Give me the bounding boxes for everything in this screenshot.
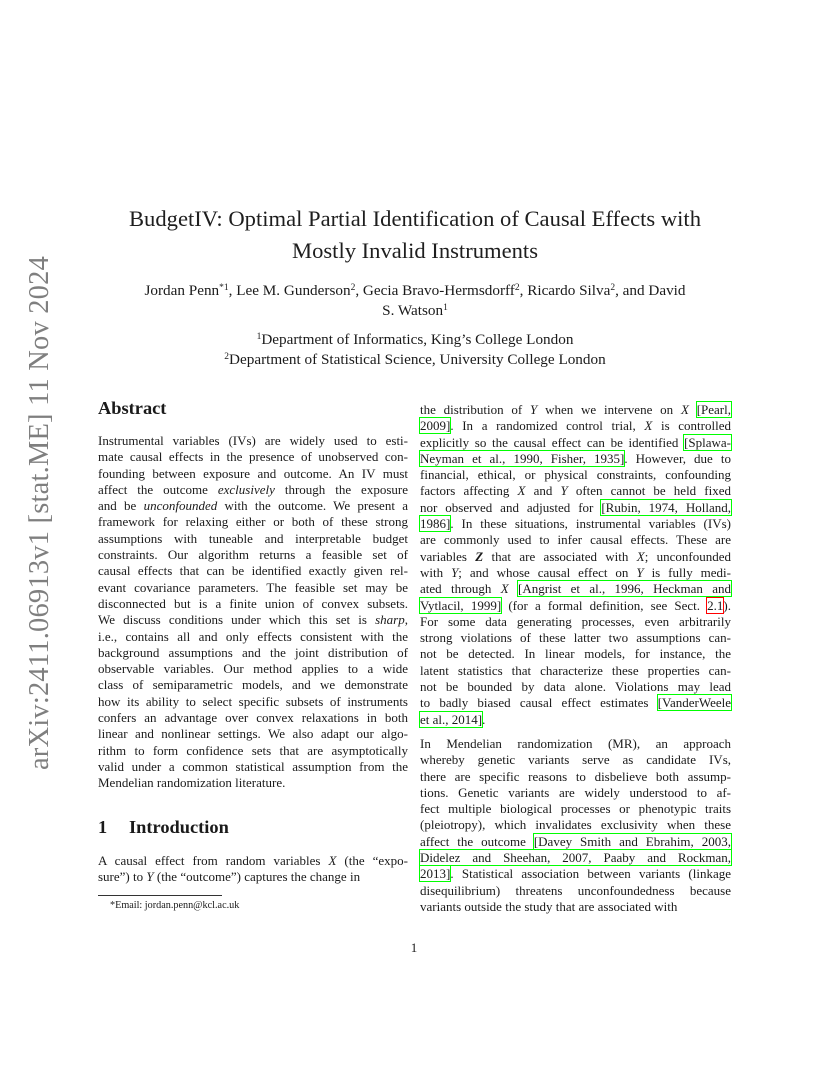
text-line: For some data generating processes, even arbitrarily: [420, 613, 731, 629]
author-name: Jordan Penn: [144, 282, 220, 299]
math-symbol: X: [500, 581, 509, 597]
footnote: *Email: jordan.penn@kcl.ac.uk: [110, 900, 240, 911]
paper-title: [100, 203, 730, 267]
text-line: A causal effect from random variables X (the “expo-: [98, 853, 408, 868]
affiliation-text: Department of Statistical Science, University College London: [229, 351, 606, 368]
title-line-1: BudgetIV: Optimal Partial Identification of Causal Effects with: [128, 206, 702, 231]
text-line: to badly biased causal effect estimates [VanderWeele: [420, 695, 731, 711]
section-ref-link[interactable]: 2.1: [707, 597, 724, 613]
affiliation-line: [100, 330, 730, 350]
section-heading-introduction: [98, 817, 229, 838]
text-line: et al., 2014].: [420, 711, 486, 727]
author-list: Jordan Penn$^{*1}$, Lee M. Gunderson$^2$, Gecia Bravo-Hermsdorff$^2$, Ricardo Silva$^2$, and David S. Watson$^1$: [144, 282, 686, 319]
text-line: 2013]. Statistical association between variants (linkage: [420, 866, 731, 882]
author-name: S. Watson: [382, 302, 444, 319]
text-line: framework for relaxing either or both of these strong: [98, 514, 408, 530]
text-line: not be bounded by data alone. Violations may lead: [420, 679, 731, 695]
title-line-2: Mostly Invalid Instruments: [291, 238, 538, 263]
math-symbol: X: [328, 853, 337, 868]
citation-link[interactable]: [Pearl,: [696, 402, 731, 417]
text-line: with Y; and whose causal effect on Y is fully medi-: [420, 564, 731, 580]
text-line: affect the outcome exclusively through the exposure: [98, 481, 408, 497]
author-mark: *1: [219, 283, 229, 293]
text-line: assumptions with tuneable and interpretable budget: [98, 530, 408, 546]
text-line: variables Z that are associated with X; unconfounded: [420, 548, 731, 564]
math-symbol: Y: [636, 564, 644, 580]
text-line: sure”) to Y (the “outcome”) captures the change in: [98, 869, 361, 885]
math-symbol: X: [680, 402, 689, 417]
math-symbol: Y: [146, 869, 154, 885]
abstract-body: [98, 433, 408, 792]
section-number: 1: [98, 817, 108, 837]
citation-link[interactable]: 1986]: [420, 516, 451, 532]
citation-link[interactable]: Vytlacil, 1999]: [420, 597, 502, 613]
math-symbol: unconfounded: [143, 498, 218, 514]
text-line: there are specific reasons to disbelieve both assump-: [420, 768, 731, 784]
text-line: causal effects that can be identified exactly given rel-: [98, 563, 408, 579]
text-line: nor observed and adjusted for [Rubin, 1974, Holland,: [420, 499, 731, 515]
math-symbol: sharp: [375, 612, 405, 628]
author-mark: 2: [610, 283, 616, 293]
page-number: 1: [410, 940, 418, 955]
text-line: and be unconfounded with the outcome. We present a: [98, 498, 408, 514]
text-line: We discuss conditions under which this set is sharp,: [98, 612, 408, 628]
author-name: Gecia Bravo-Hermsdorff: [362, 282, 515, 299]
citation-link[interactable]: [Splawa-: [684, 434, 731, 450]
text-line: affect the outcome [Davey Smith and Ebrahim, 2003,: [420, 833, 731, 849]
math-symbol: Y: [560, 483, 568, 499]
citation-link[interactable]: [VanderWeele: [657, 695, 731, 711]
text-line: Mendelian randomization literature.: [98, 775, 286, 791]
text-line: Neyman et al., 1990, Fisher, 1935]. However, due to: [420, 450, 731, 466]
citation-link[interactable]: [Rubin, 1974, Holland,: [601, 499, 731, 515]
text-line: not be detected. In linear models, for instance, the: [420, 646, 731, 662]
text-line: tions. Genetic variants are widely understood to af-: [420, 784, 731, 800]
math-symbol: X: [644, 418, 653, 434]
author-conj: and David: [622, 282, 686, 299]
affiliation-text: Department of Informatics, King’s College London: [261, 331, 574, 348]
author-mark: 2: [350, 283, 356, 293]
text-line: Instrumental variables (IVs) are widely used to esti-: [98, 433, 408, 448]
arxiv-identifier: arXiv:2411.06913v1 [stat.ME] 11 Nov 2024: [24, 255, 55, 771]
affiliations: [100, 330, 730, 370]
affiliation-line: [100, 350, 730, 370]
text-line: mate causal effects in the presence of unobserved con-: [98, 449, 408, 465]
text-line: how its ability to select specific subsets of instruments: [98, 693, 408, 709]
math-symbol: exclusively: [217, 481, 275, 497]
text-line: fect multiple biological processes or phenotypic traits: [420, 801, 731, 817]
affiliation-mark: 2: [224, 352, 230, 362]
text-line: (pleiotropy), which invalidates exclusivity when these: [420, 817, 731, 833]
author-mark: 1: [443, 303, 448, 313]
text-line: founding between exposure and outcome. An IV must: [98, 465, 408, 481]
text-line: 1986]. In these situations, instrumental variables (IVs): [420, 516, 731, 532]
math-vector-symbol: Z: [475, 548, 484, 564]
introduction-body: [98, 853, 408, 886]
text-line: ated through X [Angrist et al., 1996, Heckman and: [420, 581, 732, 597]
text-line: evant covariance parameters. The feasible set may be: [98, 579, 408, 595]
text-line: 2009]. In a randomized control trial, X is controlled: [420, 418, 731, 434]
citation-link[interactable]: Didelez and Sheehan, 2007, Paaby and Rockman,: [420, 850, 731, 866]
text-line: i.e., contains all and only effects consistent with the: [98, 628, 408, 644]
section-title: Introduction: [129, 817, 229, 837]
affiliation-mark: 1: [256, 332, 262, 342]
text-line: confers an advantage over convex relaxations in both: [98, 710, 408, 726]
footnote-rule: [98, 895, 222, 896]
text-line: whereby genetic variants serve as candidate IVs,: [420, 752, 731, 768]
text-line: variants outside the study that are associated with: [420, 898, 678, 914]
right-column-paragraph-2: [420, 736, 731, 915]
citation-link[interactable]: Neyman et al., 1990, Fisher, 1935]: [420, 450, 625, 466]
math-symbol: Y: [451, 564, 459, 580]
text-line: factors affecting X and Y often cannot be held fixed: [420, 483, 731, 499]
author-mark: 2: [514, 283, 520, 293]
math-symbol: X: [517, 483, 526, 499]
text-line: background assumptions and the joint distribution of: [98, 644, 408, 660]
citation-link[interactable]: et al., 2014]: [420, 711, 483, 727]
right-column-paragraph-1: [420, 402, 731, 728]
text-line: constraints. Our algorithm returns a feasible set of: [98, 547, 408, 563]
text-line: linear and nonlinear settings. We also adapt our algo-: [98, 726, 408, 742]
text-line: latent statistics that characterize these properties can-: [420, 662, 731, 678]
author-name: Lee M. Gunderson: [236, 282, 351, 299]
arxiv-sidebar: [10, 248, 70, 778]
text-line: observable variables. Our method applies to a wide: [98, 661, 408, 677]
text-line: disequilibrium) threatens unconfoundedness because: [420, 882, 731, 898]
math-symbol: X: [636, 548, 645, 564]
text-line: strong violations of these latter two assumptions can-: [420, 630, 731, 646]
text-line: valid under a common statistical assumption from the: [98, 758, 408, 774]
text-line: disconnected but is a finite union of convex subsets.: [98, 595, 408, 611]
text-line: financial, ethical, or physical constraints, confounding: [420, 467, 731, 483]
text-line: the distribution of Y when we intervene on X [Pearl,: [420, 402, 731, 417]
text-line: In Mendelian randomization (MR), an approach: [420, 736, 731, 751]
text-line: are commonly used to infer causal effects. These are: [420, 532, 731, 548]
text-line: class of semiparametric models, and we demonstrate: [98, 677, 408, 693]
text-line: [420, 850, 731, 866]
citation-link[interactable]: [Davey Smith and Ebrahim, 2003,: [533, 833, 731, 849]
text-line: explicitly so the causal effect can be identified [Splawa-: [420, 434, 731, 450]
author-name: Ricardo Silva: [527, 282, 611, 299]
text-line: rithm to form confidence sets that are asymptotically: [98, 742, 408, 758]
citation-link[interactable]: 2009]: [420, 418, 451, 434]
abstract-heading: Abstract: [98, 398, 167, 418]
math-symbol: Y: [530, 402, 538, 417]
citation-link[interactable]: 2013]: [420, 866, 451, 882]
text-line: Vytlacil, 1999] (for a formal definition, see Sect. 2.1).: [420, 597, 732, 613]
citation-link[interactable]: [Angrist et al., 1996, Heckman and: [518, 581, 732, 597]
